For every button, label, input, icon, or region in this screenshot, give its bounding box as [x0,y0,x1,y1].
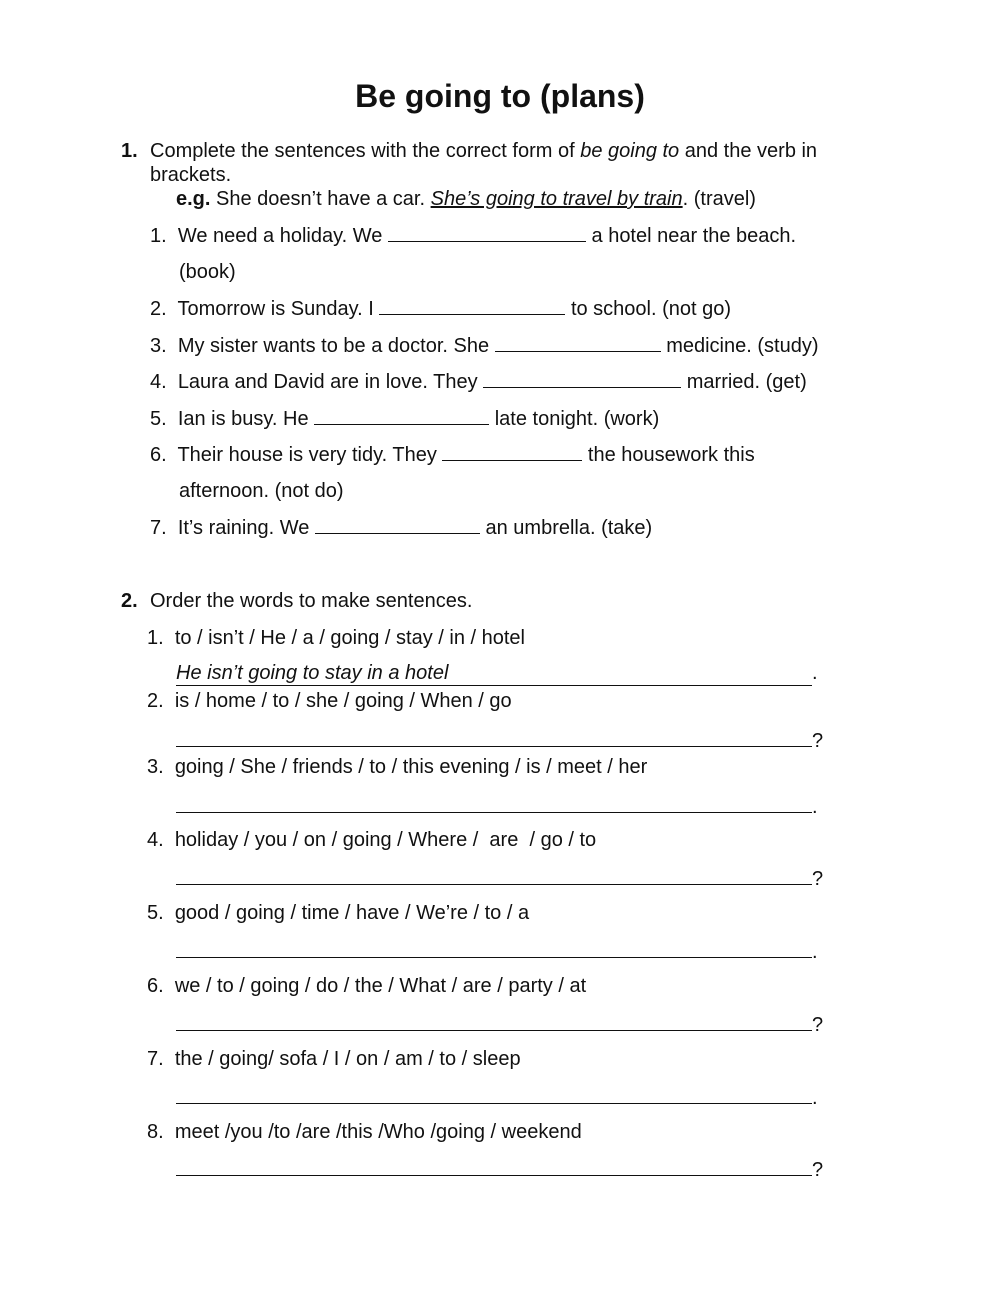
blank-field[interactable] [176,792,812,813]
section-2-instruction: Order the words to make sentences. [150,590,473,612]
exercise-2-item-5: 5. good / going / time / have / We’re / to / a [147,902,530,924]
blank-field[interactable] [442,442,582,461]
exercise-2-item-1: 1. to / isn’t / He / a / going / stay / in / hotel [147,627,525,649]
exercise-1-item-2: 2. Tomorrow is Sunday. I to school. (not go) [150,298,732,320]
exercise-1-item-7: 7. It’s raining. We an umbrella. (take) [150,517,653,539]
exercise-2-item-4: 4. holiday / you / on / going / Where / are / go / to [147,829,597,851]
blank-field[interactable] [176,726,812,747]
exercise-2-item-8: 8. meet /you /to /are /this /Who /going / weekend [147,1121,582,1143]
exercise-1-item-6-line2: afternoon. (not do) [179,480,344,502]
page-title: Be going to (plans) [355,78,645,114]
exercise-1-item-1-line2: (book) [179,261,236,283]
exercise-2-item-6: 6. we / to / going / do / the / What / are / party / at [147,975,587,997]
blank-field[interactable] [315,515,480,534]
blank-field[interactable] [388,223,586,242]
exercise-2-item-7: 7. the / going/ sofa / I / on / am / to / sleep [147,1048,521,1070]
section-1-instruction: Complete the sentences with the correct form of be going to and the verb in [150,140,818,162]
blank-field[interactable] [176,1083,812,1104]
exercise-2-item-2: 2. is / home / to / she / going / When / go [147,690,512,712]
exercise-1-item-4: 4. Laura and David are in love. They married. (get) [150,371,807,393]
answer-line-7: . [176,1083,818,1110]
exercise-1-item-1: 1. We need a holiday. We a hotel near the beach. [150,225,797,247]
section-1-instruction-line2: brackets. [150,164,232,186]
section-2-number: 2. [121,590,138,612]
blank-field[interactable] [176,864,812,885]
blank-field[interactable] [379,296,565,315]
exercise-1-item-5: 5. Ian is busy. He late tonight. (work) [150,408,660,430]
example-sentence: e.g. She doesn’t have a car. She’s going to travel by train. (travel) [176,188,756,210]
blank-field[interactable] [176,937,812,958]
blank-field[interactable] [176,1155,812,1176]
exercise-2-item-3: 3. going / She / friends / to / this evening / is / meet / her [147,756,648,778]
blank-field[interactable] [176,1010,812,1031]
answer-line-6: ? [176,1010,823,1037]
exercise-1-item-6: 6. Their house is very tidy. They the housework this [150,444,755,466]
blank-field[interactable] [495,333,661,352]
answer-line-5: . [176,937,818,964]
answer-line-3: . [176,792,818,819]
blank-field[interactable] [483,369,681,388]
answer-line-8: ? [176,1155,823,1182]
blank-field[interactable] [314,406,489,425]
answer-line-1: He isn’t going to stay in a hotel . [176,662,818,684]
section-1-number: 1. [121,140,138,162]
exercise-1-item-3: 3. My sister wants to be a doctor. She medicine. (study) [150,335,819,357]
answer-line-4: ? [176,864,823,891]
answer-line-2: ? [176,726,823,753]
